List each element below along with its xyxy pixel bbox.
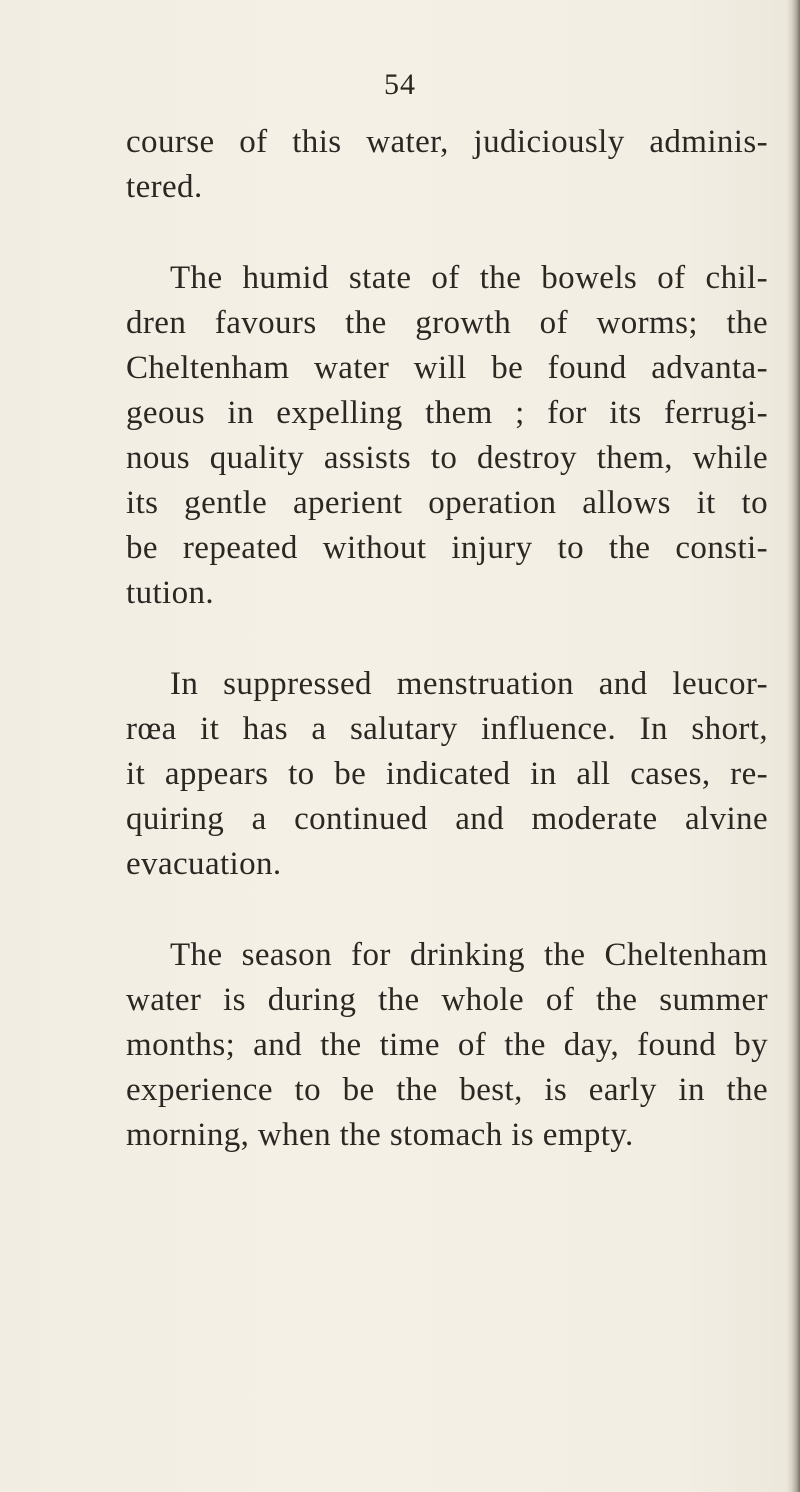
text-line: The season for drinking the Cheltenham <box>170 937 768 973</box>
text-line: experience to be the best, is early in the <box>126 1072 768 1108</box>
text-line: it appears to be indicated in all cases, re- <box>126 756 768 792</box>
text-line: its gentle aperient operation allows it to <box>126 485 768 521</box>
text-line: evacuation. <box>126 846 282 882</box>
text-line: tered. <box>126 169 203 205</box>
text-line: morning, when the stomach is empty. <box>126 1117 634 1153</box>
text-line: quiring a continued and moderate alvine <box>126 801 768 837</box>
text-line: dren favours the growth of worms; the <box>126 305 768 341</box>
paragraph-gap <box>126 616 768 662</box>
paragraph-gap <box>126 887 768 933</box>
page-number: 54 <box>384 68 416 101</box>
text-line: be repeated without injury to the consti- <box>126 530 768 566</box>
page-edge-shadow <box>786 0 800 1492</box>
paragraph-4 <box>126 933 768 1158</box>
text-line: In suppressed menstruation and leucor- <box>170 666 768 702</box>
paragraph-3 <box>126 662 768 887</box>
text-line: tution. <box>126 575 215 611</box>
text-line: course of this water, judiciously adminis- <box>126 124 768 160</box>
text-line: rœa it has a salutary influence. In short, <box>126 711 768 747</box>
text-line: water is during the whole of the summer <box>126 982 768 1018</box>
text-line: Cheltenham water will be found advanta- <box>126 350 768 386</box>
text-line: months; and the time of the day, found by <box>126 1027 768 1063</box>
paragraph-1 <box>126 120 768 210</box>
text-line: The humid state of the bowels of chil- <box>170 260 768 296</box>
text-line: nous quality assists to destroy them, while <box>126 440 768 476</box>
text-line: geous in expelling them ; for its ferrugi- <box>126 395 768 431</box>
paragraph-gap <box>126 210 768 256</box>
body-text <box>126 120 768 1158</box>
paragraph-2 <box>126 256 768 616</box>
